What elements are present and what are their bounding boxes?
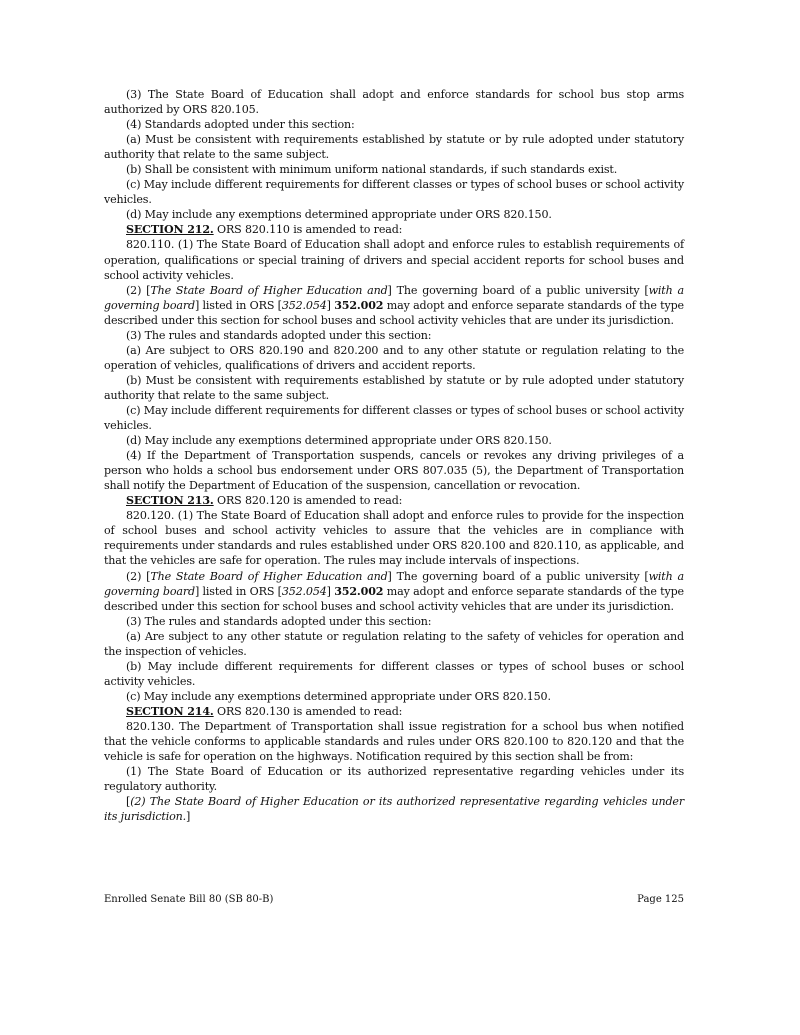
paragraph (104, 569, 684, 614)
text-segment: (1) The State Board of Education or its authorized representative regarding vehicles under its regulatory authority. (104, 765, 684, 794)
text-segment: (b) Must be consistent with requirements established by statute or by rule adopted under statutory authority that relate to the same subject. (104, 373, 684, 402)
paragraph (104, 629, 684, 659)
text-segment: with a governing board (104, 569, 684, 598)
paragraph (104, 764, 684, 794)
section-heading: SECTION 212. (126, 223, 214, 237)
text-segment: ] The governing board of a public university [ (387, 283, 649, 297)
text-segment: ] (326, 584, 335, 598)
text-segment: ] (186, 810, 191, 824)
paragraph (104, 448, 684, 493)
text-segment: ] (326, 298, 335, 312)
paragraph (104, 433, 684, 448)
text-segment: may adopt and enforce separate standards of the type described under this section for school buses and school activity vehicles that are under its jurisdiction. (104, 298, 684, 327)
text-segment: ] The governing board of a public university [ (387, 569, 649, 583)
paragraph (104, 162, 684, 177)
text-segment: (3) The State Board of Education shall adopt and enforce standards for school bus stop arms authorized by ORS 820.105. (104, 88, 684, 117)
text-segment: ] listed in ORS [ (194, 298, 282, 312)
text-segment: The State Board of Higher Education and (150, 283, 388, 297)
paragraph (104, 207, 684, 222)
text-segment: (c) May include any exemptions determined appropriate under ORS 820.150. (126, 689, 551, 703)
paragraph (104, 87, 684, 117)
text-segment: (c) May include different requirements for different classes or types of school buses or school activity vehicles. (104, 403, 684, 433)
text-segment: [ (126, 795, 131, 809)
text-segment: (d) May include any exemptions determined appropriate under ORS 820.150. (126, 434, 552, 448)
text-segment: ] listed in ORS [ (194, 584, 282, 598)
footer-bill-title: Enrolled Senate Bill 80 (SB 80-B) (104, 894, 274, 905)
paragraph (104, 237, 684, 282)
text-segment: (3) The rules and standards adopted under this section: (126, 614, 432, 628)
paragraph (104, 794, 684, 824)
text-segment: 352.002 (334, 584, 384, 598)
paragraph (104, 403, 684, 433)
section-heading: SECTION 213. (126, 494, 214, 508)
text-segment: The State Board of Higher Education and (150, 569, 388, 583)
text-segment: (3) The rules and standards adopted under this section: (126, 328, 432, 342)
text-segment: (c) May include different requirements for different classes or types of school buses or school activity vehicles. (104, 178, 684, 207)
footer-page-number: Page 125 (637, 894, 684, 905)
text-segment: 820.120. (1) The State Board of Education shall adopt and enforce rules to provide for the inspection of school buses and school activity vehicles to assure that the vehicles are in compliance with requirements under standards and rules established under ORS 820.100 and 820.110, as applicable, and that the vehicles are safe for operation. The rules may include intervals of inspections. (104, 509, 684, 568)
paragraph (104, 508, 684, 568)
paragraph (104, 328, 684, 343)
paragraph (104, 117, 684, 132)
text-segment: (2) [ (126, 283, 151, 297)
text-segment: (a) Are subject to any other statute or regulation relating to the safety of vehicles for operation and the inspection of vehicles. (104, 629, 684, 658)
text-segment: ORS 820.130 is amended to read: (213, 704, 403, 718)
text-segment: (4) Standards adopted under this section: (126, 118, 355, 132)
paragraph (104, 132, 684, 162)
text-segment: (2) The State Board of Higher Education or its authorized representative regarding vehicles under its jurisdiction. (104, 795, 684, 824)
text-segment: with a governing board (104, 283, 684, 312)
paragraph (104, 689, 684, 704)
paragraph (104, 493, 684, 508)
paragraph (104, 659, 684, 689)
text-segment: (a) Are subject to ORS 820.190 and 820.200 and to any other statute or regulation relating to the operation of vehicles, qualifications of drivers and accident reports. (104, 343, 684, 372)
text-segment: 352.002 (334, 298, 384, 312)
paragraph (104, 373, 684, 403)
text-segment: 352.054 (281, 584, 327, 598)
paragraph (104, 719, 684, 764)
paragraph (104, 614, 684, 629)
text-segment: may adopt and enforce separate standards of the type described under this section for school buses and school activity vehicles that are under its jurisdiction. (104, 584, 684, 613)
text-segment: (2) [ (126, 569, 151, 583)
paragraph (104, 343, 684, 373)
text-segment: 820.130. The Department of Transportation shall issue registration for a school bus when notified that the vehicle conforms to applicable standards and rules under ORS 820.100 to 820.120 and that the vehicle is safe for operation on the highways. Notification required by this section shall be from: (104, 719, 684, 764)
text-segment: 352.054 (281, 298, 327, 312)
document-body (104, 87, 684, 824)
paragraph (104, 222, 684, 237)
paragraph (104, 704, 684, 719)
text-segment: (4) If the Department of Transportation suspends, cancels or revokes any driving privileges of a person who holds a school bus endorsement under ORS 807.035 (5), the Department of Transportation shall notify the Department of Education of the suspension, cancellation or revocation. (104, 449, 684, 493)
text-segment: 820.110. (1) The State Board of Education shall adopt and enforce rules to establish requirements of operation, qualifications or special training of drivers and special accident reports for school buses and school activity vehicles. (104, 238, 684, 282)
page-footer (104, 894, 684, 905)
section-heading: SECTION 214. (126, 704, 214, 718)
paragraph (104, 283, 684, 328)
text-segment: (b) May include different requirements for different classes or types of school buses or school activity vehicles. (104, 659, 684, 688)
text-segment: (d) May include any exemptions determined appropriate under ORS 820.150. (126, 208, 552, 222)
text-segment: (a) Must be consistent with requirements established by statute or by rule adopted under statutory authority that relate to the same subject. (104, 133, 684, 162)
text-segment: (b) Shall be consistent with minimum uniform national standards, if such standards exist. (126, 163, 618, 177)
text-segment: ORS 820.110 is amended to read: (213, 223, 403, 237)
paragraph (104, 177, 684, 207)
text-segment: ORS 820.120 is amended to read: (213, 494, 403, 508)
